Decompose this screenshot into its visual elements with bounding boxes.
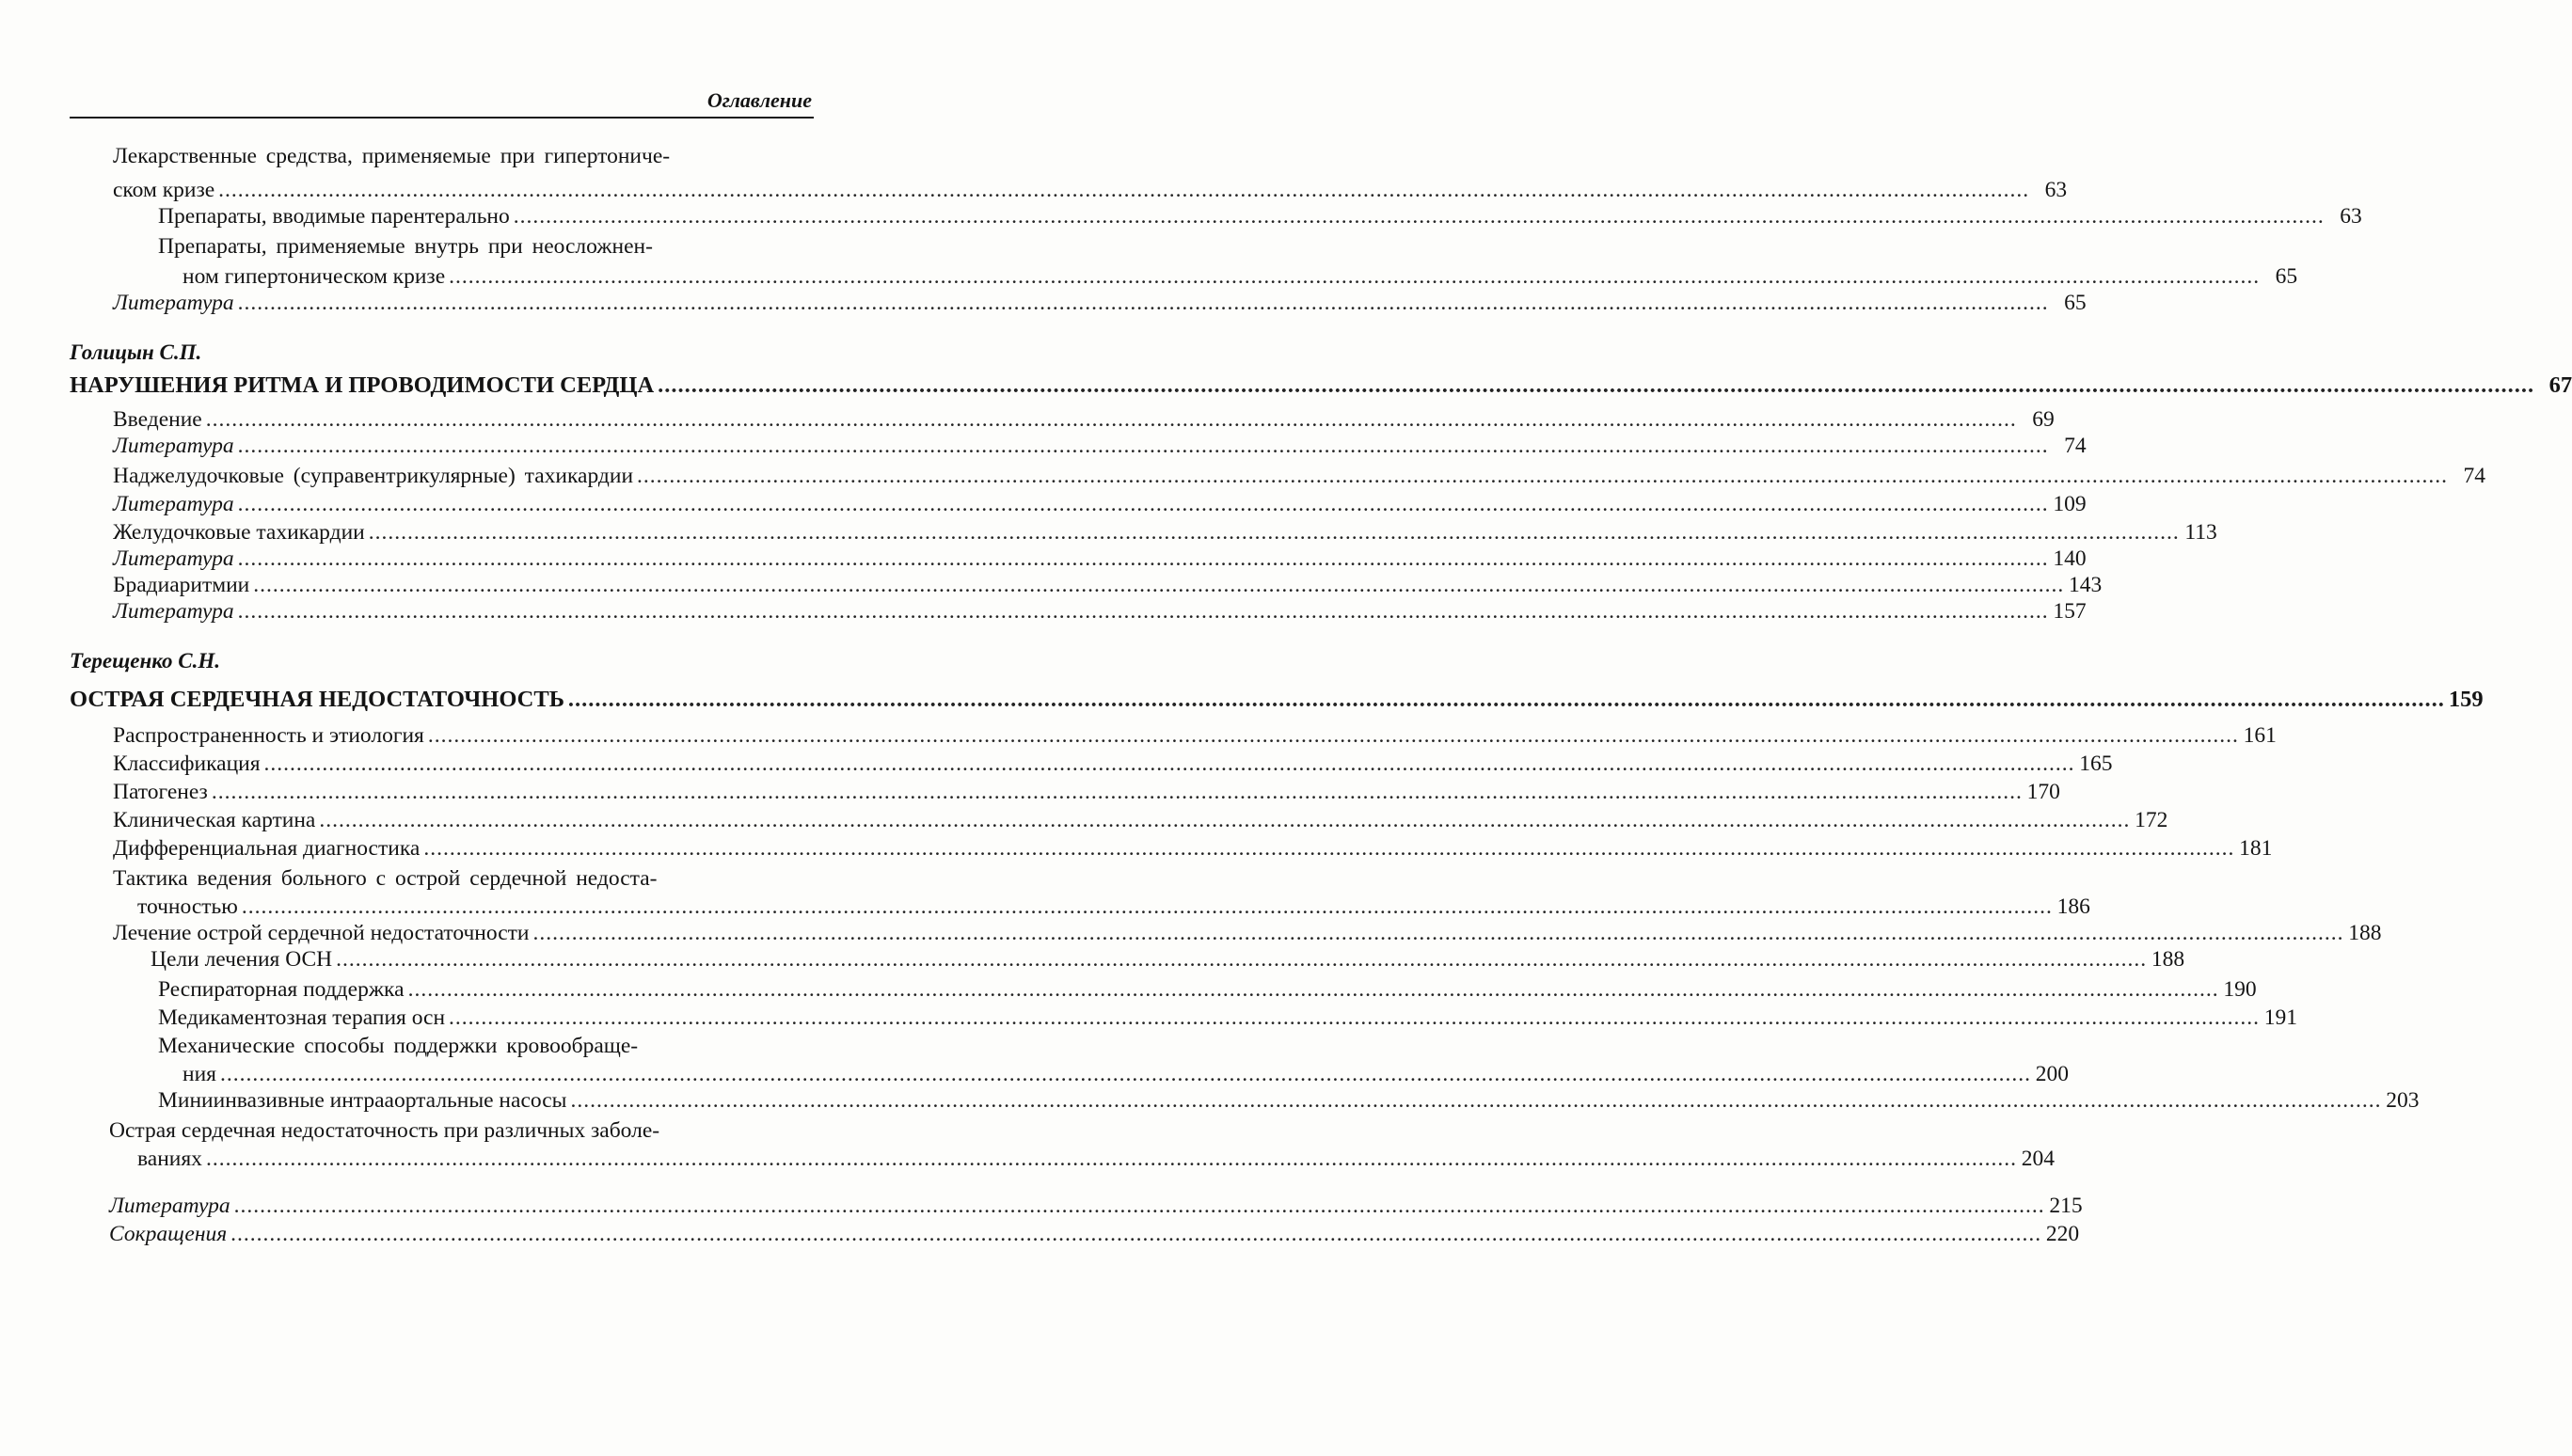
leader-dots: ........................................................................................................................................................................................................................................................................................ (532, 921, 2344, 945)
toc-page-number: 67 (2548, 372, 2572, 398)
toc-page-number: 69 (2032, 407, 2055, 432)
toc-page-number: 220 (2045, 1222, 2080, 1246)
toc-entry-text: Острая сердечная недостаточность при различных заболе- (109, 1118, 660, 1143)
toc-page-number: 170 (2026, 780, 2060, 804)
toc-page-number: 190 (2223, 977, 2257, 1002)
toc-entry-text: Тактика ведения больного с острой сердечной недоста- (113, 866, 658, 891)
leader-dots: ........................................................................................................................................................................................................................................................................................ (567, 687, 2445, 712)
toc-entry-text: Литература (113, 599, 234, 624)
toc-entry-text: Брадиаритмии (113, 573, 250, 597)
toc-page-number: 188 (2151, 947, 2185, 972)
leader-dots: ........................................................................................................................................................................................................................................................................................ (637, 464, 2449, 488)
toc-entry-text: Респираторная поддержка (158, 977, 405, 1002)
section-author: Терещенко С.Н. (70, 649, 221, 673)
toc-entry-text: Классификация (113, 752, 261, 776)
toc-page-number: 188 (2348, 921, 2382, 945)
leader-dots: ........................................................................................................................................................................................................................................................................................ (658, 372, 2535, 398)
leader-dots: ........................................................................................................................................................................................................................................................................................ (205, 1147, 2017, 1171)
toc-entry-text: Введение (113, 407, 202, 432)
toc-entry-text: Литература (113, 291, 234, 315)
toc-entry-text: Литература (109, 1194, 230, 1218)
toc-page-number: 161 (2243, 723, 2277, 748)
toc-entry-text: ском кризе (113, 178, 215, 202)
toc-entry-line (158, 1031, 803, 1061)
toc-page-number: 186 (2056, 894, 2090, 919)
leader-dots: ........................................................................................................................................................................................................................................................................................ (219, 1062, 2031, 1086)
running-header: Оглавление (707, 88, 812, 112)
leader-dots: ........................................................................................................................................................................................................................................................................................ (253, 573, 2065, 597)
toc-entry (113, 720, 2277, 751)
leader-dots: ........................................................................................................................................................................................................................................................................................ (230, 1222, 2042, 1246)
toc-page-number: 203 (2386, 1088, 2420, 1113)
toc-entry (113, 749, 2113, 779)
leader-dots: ........................................................................................................................................................................................................................................................................................ (237, 291, 2049, 315)
toc-entry-line (113, 863, 803, 894)
leader-dots: ........................................................................................................................................................................................................................................................................................ (237, 599, 2049, 624)
toc-entry-text: Лечение острой сердечной недостаточности (113, 921, 530, 945)
toc-page-number: 215 (2049, 1194, 2083, 1218)
toc-entry-text: Цели лечения ОСН (151, 947, 333, 972)
leader-dots: ........................................................................................................................................................................................................................................................................................ (241, 894, 2053, 919)
toc-page-number: 140 (2053, 546, 2087, 571)
toc-entry-text: Желудочковые тахикардии (113, 520, 365, 545)
toc-entry-text: ном гипертоническом кризе (183, 264, 446, 289)
chapter-title (70, 371, 2572, 401)
leader-dots: ........................................................................................................................................................................................................................................................................................ (423, 836, 2235, 861)
toc-entry-text: Литература (113, 434, 234, 458)
toc-page-number: 113 (2184, 520, 2217, 545)
toc-entry (158, 974, 2257, 1005)
leader-dots: ........................................................................................................................................................................................................................................................................................ (237, 492, 2049, 516)
leader-dots: ........................................................................................................................................................................................................................................................................................ (237, 546, 2049, 571)
toc-entry (113, 777, 2060, 807)
toc-entry-line (113, 141, 771, 171)
toc-entry-text: Наджелудочковые (суправентрикулярные) тахикардии (113, 464, 634, 488)
toc-page-number: 165 (2079, 752, 2113, 776)
toc-page-number: 65 (2275, 264, 2298, 289)
toc-entry-text: ваниях (137, 1147, 202, 1171)
toc-entry-text: Препараты, вводимые парентерально (158, 204, 510, 229)
toc-entry (113, 461, 2486, 491)
toc-entry (158, 201, 2362, 231)
toc-entry-text: Патогенез (113, 780, 208, 804)
toc-entry-text: Литература (113, 492, 234, 516)
toc-page-number: 181 (2239, 836, 2273, 861)
toc-entry (113, 833, 2273, 863)
leader-dots: ........................................................................................................................................................................................................................................................................................ (211, 780, 2023, 804)
section-author: Голицын С.П. (70, 340, 202, 364)
toc-entry-text: Лекарственные средства, применяемые при гипертониче- (113, 144, 671, 168)
toc-entry (113, 596, 2087, 626)
leader-dots: ........................................................................................................................................................................................................................................................................................ (233, 1194, 2045, 1218)
leader-dots: ........................................................................................................................................................................................................................................................................................ (263, 752, 2075, 776)
leader-dots: ........................................................................................................................................................................................................................................................................................ (449, 264, 2261, 289)
toc-page-number: 172 (2135, 808, 2168, 832)
toc-entry-text: Механические способы поддержки кровообраще- (158, 1034, 639, 1058)
leader-dots: ........................................................................................................................................................................................................................................................................................ (205, 407, 2017, 432)
toc-page-number: 74 (2064, 434, 2087, 458)
leader-dots: ........................................................................................................................................................................................................................................................................................ (427, 723, 2239, 748)
toc-entry-text: Миниинвазивные интрааортальные насосы (158, 1088, 567, 1113)
toc-entry (158, 1085, 2420, 1116)
toc-page-number: 143 (2069, 573, 2103, 597)
toc-page-number: 109 (2053, 492, 2087, 516)
toc-entry (109, 1191, 2083, 1221)
toc-entry-text: Дифференциальная диагностика (113, 836, 421, 861)
toc-page-number: 63 (2340, 204, 2362, 229)
toc-entry-text: ОСТРАЯ СЕРДЕЧНАЯ НЕДОСТАТОЧНОСТЬ (70, 687, 564, 712)
toc-entry-text: Литература (113, 546, 234, 571)
toc-page-number: 63 (2044, 178, 2068, 202)
toc-entry (113, 288, 2087, 318)
toc-page-number: 65 (2064, 291, 2087, 315)
leader-dots: ........................................................................................................................................................................................................................................................................................ (513, 204, 2325, 229)
toc-page-number: 191 (2263, 1005, 2298, 1030)
toc-entry (137, 1144, 2055, 1174)
toc-entry-text: НАРУШЕНИЯ РИТМА И ПРОВОДИМОСТИ СЕРДЦА (70, 372, 655, 398)
toc-entry-text: точностью (137, 894, 238, 919)
toc-entry (113, 431, 2087, 461)
toc-page-number: 74 (2463, 464, 2486, 488)
toc-entry (158, 1003, 2298, 1033)
toc-entry-text: Распространенность и этиология (113, 723, 424, 748)
toc-page-number: 204 (2021, 1147, 2055, 1171)
toc-entry (113, 489, 2087, 519)
leader-dots: ........................................................................................................................................................................................................................................................................................ (570, 1088, 2382, 1113)
leader-dots: ........................................................................................................................................................................................................................................................................................ (449, 1005, 2261, 1030)
toc-entry-text: ния (183, 1062, 216, 1086)
toc-entry-text: Препараты, применяемые внутрь при неосложнен- (158, 234, 653, 259)
toc-page-number: 200 (2035, 1062, 2069, 1086)
leader-dots: ........................................................................................................................................................................................................................................................................................ (336, 947, 2148, 972)
leader-dots: ........................................................................................................................................................................................................................................................................................ (218, 178, 2030, 202)
header-divider (70, 117, 814, 119)
toc-entry (151, 944, 2185, 974)
toc-entry (109, 1219, 2080, 1249)
toc-page-number: 159 (2448, 687, 2484, 712)
toc-entry-line (158, 231, 779, 261)
toc-entry (113, 805, 2168, 835)
toc-entry-text: Клиническая картина (113, 808, 316, 832)
leader-dots: ........................................................................................................................................................................................................................................................................................ (319, 808, 2131, 832)
leader-dots: ........................................................................................................................................................................................................................................................................................ (407, 977, 2219, 1002)
chapter-title (70, 685, 2484, 715)
toc-entry-text: Сокращения (109, 1222, 228, 1246)
toc-entry-line (109, 1116, 803, 1146)
leader-dots: ........................................................................................................................................................................................................................................................................................ (237, 434, 2049, 458)
leader-dots: ........................................................................................................................................................................................................................................................................................ (368, 520, 2180, 545)
toc-page-number: 157 (2053, 599, 2087, 624)
toc-entry-text: Медикаментозная терапия осн (158, 1005, 446, 1030)
